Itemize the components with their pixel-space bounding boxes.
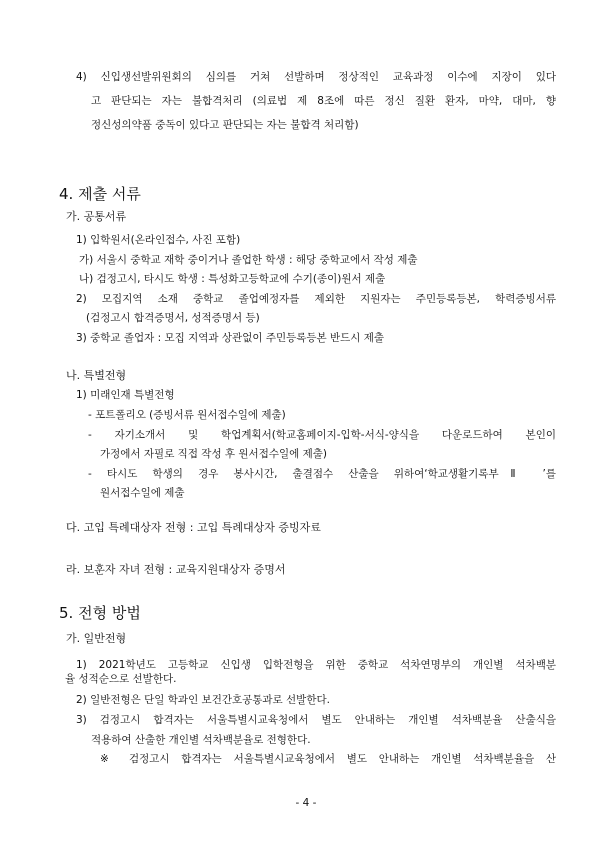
section4-na-heading: 나. 특별전형: [66, 369, 127, 382]
section4-title: 4. 제출 서류: [59, 185, 141, 203]
section4-ga-item2-line2: (검정고시 합격증명서, 성적증명서 등): [86, 312, 260, 324]
item4-line2: 고 판단되는 자는 불합격처리 (의료법 제 8조에 따른 정신 질환 환자, 마약, 대마, 향: [91, 95, 556, 107]
section5-ga-item1-line2: 율 성적순으로 선발한다.: [65, 673, 177, 685]
section5-ga-note: ※ 검정고시 합격자는 서울특별시교육청에서 별도 안내하는 개인별 석차백분율을 산: [100, 753, 556, 765]
section4-na-item1: 1) 미래인재 특별전형: [76, 389, 175, 401]
section5-ga-item3-line1: 3) 검정고시 합격자는 서울특별시교육청에서 별도 안내하는 개인별 석차백분율 산출식을: [76, 714, 556, 726]
section5-ga-item3-line2: 적용하여 산출한 개인별 석차백분율로 전형한다.: [91, 734, 311, 746]
section4-ga-heading: 가. 공통서류: [66, 210, 127, 223]
section4-ga-item3: 3) 중학교 졸업자 : 모집 지역과 상관없이 주민등록등본 반드시 제출: [76, 332, 385, 344]
section4-ga-item1b: 나) 검정고시, 타시도 학생 : 특성화고등학교에 수기(종이)원서 제출: [79, 273, 386, 285]
section4-ga-item1: 1) 입학원서(온라인접수, 사진 포함): [76, 234, 241, 246]
section5-ga-item2: 2) 일반전형은 단일 학과인 보건간호공통과로 선발한다.: [76, 694, 330, 706]
section4-ga-item1a: 가) 서울시 중학교 재학 중이거나 졸업한 학생 : 해당 중학교에서 작성 제출: [79, 254, 418, 266]
section5-ga-heading: 가. 일반전형: [66, 632, 127, 645]
section4-ra: 라. 보훈자 자녀 전형 : 교육지원대상자 증명서: [66, 563, 286, 576]
section5-ga-item1-line1: 1) 2021학년도 고등학교 신입생 입학전형을 위한 중학교 석차연명부의 개인별 석차백분: [76, 659, 556, 671]
section4-na-dash3-line2: 원서접수일에 제출: [100, 487, 185, 499]
item4-line1: 4) 신입생선발위원회의 심의를 거쳐 선발하며 정상적인 교육과정 이수에 지장이 있다: [76, 71, 556, 83]
section4-da: 다. 고입 특례대상자 전형 : 고입 특례대상자 증빙자료: [66, 521, 321, 534]
section4-na-dash2-line1: - 자기소개서 및 학업계획서(학교홈페이지-입학-서식-양식을 다운로드하여 본인이: [88, 429, 556, 441]
section4-ga-item2-line1: 2) 모집지역 소재 중학교 졸업예정자를 제외한 지원자는 주민등록등본, 학력증빙서류: [76, 293, 556, 305]
page-number: - 4 -: [295, 797, 317, 809]
section5-title: 5. 전형 방법: [59, 604, 141, 622]
section4-na-dash2-line2: 가정에서 자필로 직접 작성 후 원서접수일에 제출): [100, 448, 327, 460]
section4-na-dash3-line1: - 타시도 학생의 경우 봉사시간, 출결점수 산출을 위하여‘학교생활기록부Ⅱ ’를: [88, 468, 556, 480]
item4-line3: 정신성의약품 중독이 있다고 판단되는 자는 불합격 처리함): [91, 119, 359, 131]
section4-na-dash1: - 포트폴리오 (증빙서류 원서접수일에 제출): [88, 409, 286, 421]
